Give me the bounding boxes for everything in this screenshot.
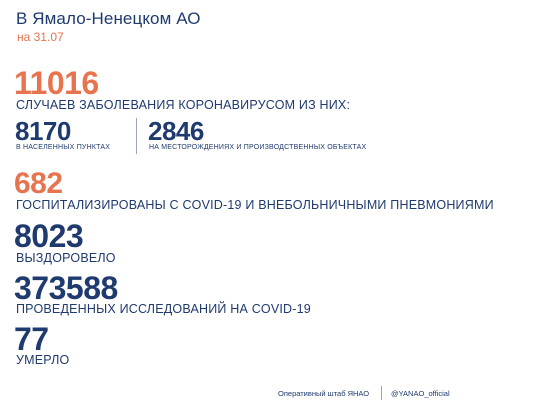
deposits-value: 2846 — [148, 116, 204, 146]
deaths-value: 77 — [14, 321, 49, 357]
settlements-value: 8170 — [15, 116, 71, 146]
deaths-label: УМЕРЛО — [16, 353, 70, 367]
page-title: В Ямало-Ненецком АО — [16, 9, 201, 28]
stats-divider — [136, 118, 137, 154]
hospitalized-label: ГОСПИТАЛИЗИРОВАНЫ С COVID-19 И ВНЕБОЛЬНИЧНЫМИ ПНЕВМОНИЯМИ — [16, 198, 494, 212]
cases-label: СЛУЧАЕВ ЗАБОЛЕВАНИЯ КОРОНАВИРУСОМ ИЗ НИХ: — [16, 98, 351, 112]
hospitalized-value: 682 — [14, 167, 63, 200]
footer-source: Оперативный штаб ЯНАО — [278, 389, 370, 398]
footer-handle[interactable]: @YANAO_official — [391, 389, 450, 398]
tests-value: 373588 — [14, 270, 118, 306]
cases-value: 11016 — [14, 65, 99, 101]
recovered-value: 8023 — [14, 218, 84, 254]
recovered-label: ВЫЗДОРОВЕЛО — [16, 251, 116, 265]
settlements-label: В НАСЕЛЕННЫХ ПУНКТАХ — [16, 144, 111, 151]
footer-divider — [381, 386, 382, 400]
report-date: на 31.07 — [17, 30, 64, 44]
deposits-label: НА МЕСТОРОЖДЕНИЯХ И ПРОИЗВОДСТВЕННЫХ ОБЪЕКТАХ — [149, 144, 367, 151]
tests-label: ПРОВЕДЕННЫХ ИССЛЕДОВАНИЙ НА COVID-19 — [16, 302, 311, 316]
